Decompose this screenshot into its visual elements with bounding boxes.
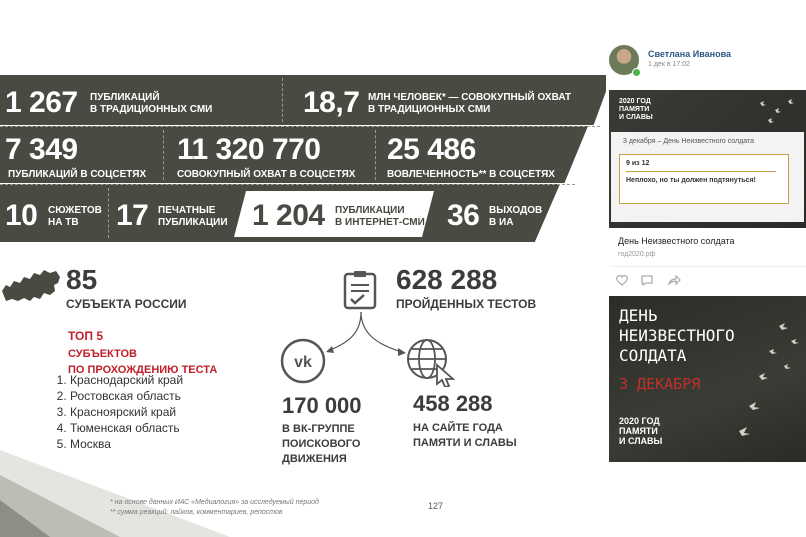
link-domain[interactable]: год2020.рф	[618, 251, 656, 258]
page-number: 127	[428, 501, 444, 511]
poster-title: ДЕНЬ НЕИЗВЕСТНОГО СОЛДАТА	[619, 306, 735, 365]
site-number: 458 288	[413, 391, 493, 416]
stat-number: 1 204	[252, 199, 325, 232]
divider	[0, 184, 575, 185]
stat-number: 11 320 770	[177, 133, 321, 166]
vk-number: 170 000	[282, 393, 362, 418]
divider	[0, 126, 600, 127]
stat-number: 18,7	[303, 86, 360, 119]
divider	[108, 188, 109, 238]
divider	[282, 78, 283, 122]
test-form-icon	[342, 271, 380, 311]
top5-title: ТОП 5	[68, 329, 103, 343]
post-panel	[611, 132, 804, 222]
stat-number: 17	[116, 199, 149, 232]
card-divider	[610, 266, 806, 267]
stat-number: 1 267	[5, 86, 78, 119]
decorative-triangles	[0, 440, 240, 537]
like-icon[interactable]	[616, 275, 628, 286]
list-item: 2. Ростовская область	[70, 388, 270, 404]
logo-text: 2020 ГОД ПАМЯТИ И СЛАВЫ	[619, 98, 653, 121]
stat-number: 36	[447, 199, 480, 232]
list-item: 5. Москва	[70, 436, 270, 452]
post-author[interactable]: Светлана Иванова	[648, 49, 731, 59]
poster	[609, 296, 806, 462]
list-item: 4. Тюменская область	[70, 420, 270, 436]
footnote: ** сумма реакций: лайков, комментариев, репостов	[110, 509, 283, 516]
list-item: 3. Красноярский край	[70, 404, 270, 420]
stat-number: 25 486	[387, 133, 476, 166]
russia-map-icon	[0, 265, 62, 307]
share-icon[interactable]	[668, 275, 681, 286]
poster-logo: 2020 ГОД ПАМЯТИ И СЛАВЫ	[619, 416, 663, 446]
site-label: НА САЙТЕ ГОДА ПАМЯТИ И СЛАВЫ	[413, 422, 517, 449]
stat-label: ПЕЧАТНЫЕ ПУБЛИКАЦИИ	[158, 205, 228, 228]
post-time[interactable]: 1 дек в 17:02	[648, 61, 691, 68]
divider	[375, 130, 376, 180]
stat-label: СЮЖЕТОВ НА ТВ	[48, 205, 102, 228]
globe-icon	[405, 337, 457, 387]
top5-subtitle: СУБЪЕКТОВ ПО ПРОХОЖДЕНИЮ ТЕСТА	[68, 348, 218, 376]
stat-number: 7 349	[5, 133, 78, 166]
stat-label: МЛН ЧЕЛОВЕК* — СОВОКУПНЫЙ ОХВАТ В ТРАДИЦИОННЫХ СМИ	[368, 92, 572, 115]
tests-label: ПРОЙДЕННЫХ ТЕСТОВ	[396, 297, 537, 311]
link-title[interactable]: День Неизвестного солдата	[618, 236, 735, 246]
connector-arrows	[320, 312, 410, 362]
list-item: 1. Краснодарский край	[70, 372, 270, 388]
birds-icon	[729, 306, 804, 446]
stat-label: ПУБЛИКАЦИЙ В ТРАДИЦИОННЫХ СМИ	[90, 92, 213, 115]
social-post	[606, 40, 806, 295]
stat-label: ВЫХОДОВ В ИА	[489, 205, 543, 228]
banner-title: 3 декабря – День Неизвестного солдата	[623, 138, 754, 145]
footnote: * на основе данных ИАС «Медиалогия» за исследуемый период	[110, 499, 319, 506]
divider	[163, 130, 164, 180]
regions-number: 85	[66, 264, 98, 295]
stat-label: ВОВЛЕЧЕННОСТЬ** В СОЦСЕТЯХ	[387, 169, 555, 180]
comment-icon[interactable]	[641, 275, 653, 286]
tests-number: 628 288	[396, 264, 498, 295]
stat-label: СОВОКУПНЫЙ ОХВАТ В СОЦСЕТЯХ	[177, 169, 356, 180]
quiz-counter: 9 из 12	[626, 160, 650, 167]
quiz-message: Неплохо, но ты должен подтянуться!	[626, 177, 756, 184]
stat-number: 10	[5, 199, 38, 232]
stat-label: ПУБЛИКАЦИИ В ИНТЕРНЕТ-СМИ	[335, 205, 425, 228]
vk-icon	[279, 337, 327, 385]
stat-label: ПУБЛИКАЦИЙ В СОЦСЕТЯХ	[8, 169, 147, 180]
post-birds-icon	[750, 95, 800, 130]
poster-date: 3 ДЕКАБРЯ	[619, 375, 701, 393]
svg-text:vk: vk	[294, 354, 312, 371]
regions-label: СУБЪЕКТА РОССИИ	[66, 297, 187, 311]
online-dot	[632, 68, 641, 77]
quiz-divider	[626, 171, 776, 172]
vk-label: В ВК-ГРУППЕ ПОИСКОВОГО ДВИЖЕНИЯ	[282, 423, 361, 465]
quiz-box	[619, 154, 789, 204]
